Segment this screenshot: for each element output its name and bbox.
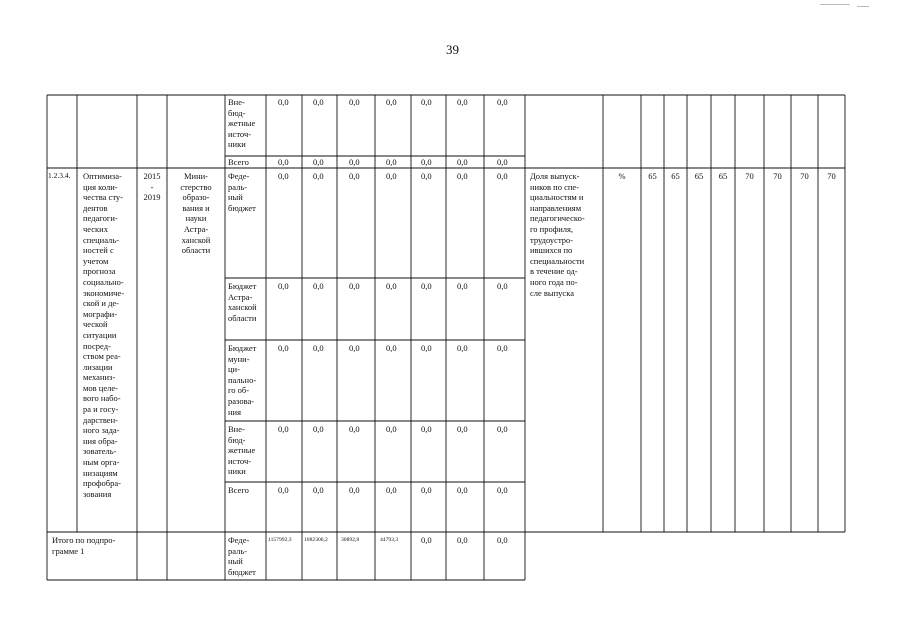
value-cell: 0,0 — [313, 97, 324, 107]
measure-period: 2015 - 2019 — [143, 171, 161, 203]
value-cell: 0,0 — [313, 157, 324, 167]
value-cell: 0,0 — [278, 343, 289, 353]
subprogram-source-federal: Феде- раль- ный бюджет — [228, 535, 256, 577]
subprogram-value: 0,0 — [457, 535, 468, 545]
subprogram-value: 44793,3 — [380, 537, 399, 543]
measure-number: 1.2.3.4. — [48, 171, 71, 180]
value-cell: 0,0 — [497, 281, 508, 291]
value-cell: 0,0 — [421, 424, 432, 434]
value-cell: 0,0 — [313, 343, 324, 353]
scan-mark — [820, 4, 850, 5]
value-cell: 0,0 — [497, 424, 508, 434]
indicator-unit: % — [618, 171, 626, 181]
scan-mark — [857, 6, 869, 7]
value-cell: 0,0 — [278, 171, 289, 181]
measure-name: Оптимиза- ция коли- чества сту- дентов педагоги- ческих специаль- ностей с учетом прогноза социально- экономиче- ской и де- мографи- ческой ситуации посред- ством реа- лизации механиз- мов целе- вого набо- ра и госу- дарствен- ного зада- ния обра- зователь- ным орга- низациям профобра- зования — [83, 171, 125, 499]
value-cell: 0,0 — [313, 171, 324, 181]
value-cell: 0,0 — [349, 424, 360, 434]
source-label-total: Всего — [228, 485, 249, 495]
value-cell: 0,0 — [497, 97, 508, 107]
value-cell: 0,0 — [457, 485, 468, 495]
value-cell: 0,0 — [457, 171, 468, 181]
value-cell: 0,0 — [421, 171, 432, 181]
value-cell: 0,0 — [457, 424, 468, 434]
value-cell: 0,0 — [278, 157, 289, 167]
value-cell: 0,0 — [313, 485, 324, 495]
value-cell: 0,0 — [278, 485, 289, 495]
value-cell: 0,0 — [421, 157, 432, 167]
value-cell: 0,0 — [421, 343, 432, 353]
target-value: 65 — [694, 171, 704, 181]
subprogram-value: 1157992,3 — [268, 537, 292, 543]
value-cell: 0,0 — [349, 343, 360, 353]
target-value: 65 — [718, 171, 728, 181]
value-cell: 0,0 — [457, 343, 468, 353]
value-cell: 0,0 — [457, 157, 468, 167]
value-cell: 0,0 — [278, 424, 289, 434]
subprogram-value: 0,0 — [497, 535, 508, 545]
target-value: 70 — [827, 171, 836, 181]
value-cell: 0,0 — [386, 343, 397, 353]
value-cell: 0,0 — [386, 97, 397, 107]
value-cell: 0,0 — [421, 485, 432, 495]
value-cell: 0,0 — [386, 157, 397, 167]
value-cell: 0,0 — [386, 424, 397, 434]
target-value: 65 — [648, 171, 657, 181]
target-value: 70 — [745, 171, 754, 181]
source-label-regional: Бюджет Астра- ханской области — [228, 281, 257, 323]
value-cell: 0,0 — [313, 424, 324, 434]
value-cell: 0,0 — [421, 97, 432, 107]
source-label-extrabudget-top: Вне- бюд- жетные источ- ники — [228, 97, 256, 150]
measure-executor: Мини- стерство образо- вания и науки Астра- ханской области — [180, 171, 212, 256]
value-cell: 0,0 — [278, 281, 289, 291]
value-cell: 0,0 — [278, 97, 289, 107]
value-cell: 0,0 — [349, 281, 360, 291]
page-number: 39 — [446, 42, 459, 57]
indicator-name: Доля выпуск- ников по спе- циальностям и направлениям педагогическо- го профиля, трудоустро- ившихся по специальности в течение од- ного года по- сле выпуска — [530, 171, 585, 298]
source-label-municipal: Бюджет муни- ци- пально- го об- разова- ния — [228, 343, 257, 417]
value-cell: 0,0 — [497, 485, 508, 495]
source-label-federal: Феде- раль- ный бюджет — [228, 171, 256, 213]
value-cell: 0,0 — [497, 343, 508, 353]
value-cell: 0,0 — [349, 97, 360, 107]
value-cell: 0,0 — [349, 485, 360, 495]
target-value: 70 — [800, 171, 809, 181]
value-cell: 0,0 — [349, 157, 360, 167]
value-cell: 0,0 — [313, 281, 324, 291]
subprogram-value: 30892,8 — [341, 537, 360, 543]
value-cell: 0,0 — [349, 171, 360, 181]
value-cell: 0,0 — [457, 97, 468, 107]
target-value: 65 — [671, 171, 680, 181]
subprogram-value: 0,0 — [421, 535, 432, 545]
target-value: 70 — [773, 171, 782, 181]
source-label-total-top: Всего — [228, 157, 249, 167]
subprogram-value: 1082306,2 — [304, 537, 328, 543]
source-label-extrabudget: Вне- бюд- жетные источ- ники — [228, 424, 256, 477]
value-cell: 0,0 — [457, 281, 468, 291]
value-cell: 0,0 — [386, 281, 397, 291]
value-cell: 0,0 — [497, 157, 508, 167]
subprogram-total-label: Итого по подпро- грамме 1 — [52, 535, 116, 556]
value-cell: 0,0 — [421, 281, 432, 291]
value-cell: 0,0 — [497, 171, 508, 181]
value-cell: 0,0 — [386, 171, 397, 181]
value-cell: 0,0 — [386, 485, 397, 495]
